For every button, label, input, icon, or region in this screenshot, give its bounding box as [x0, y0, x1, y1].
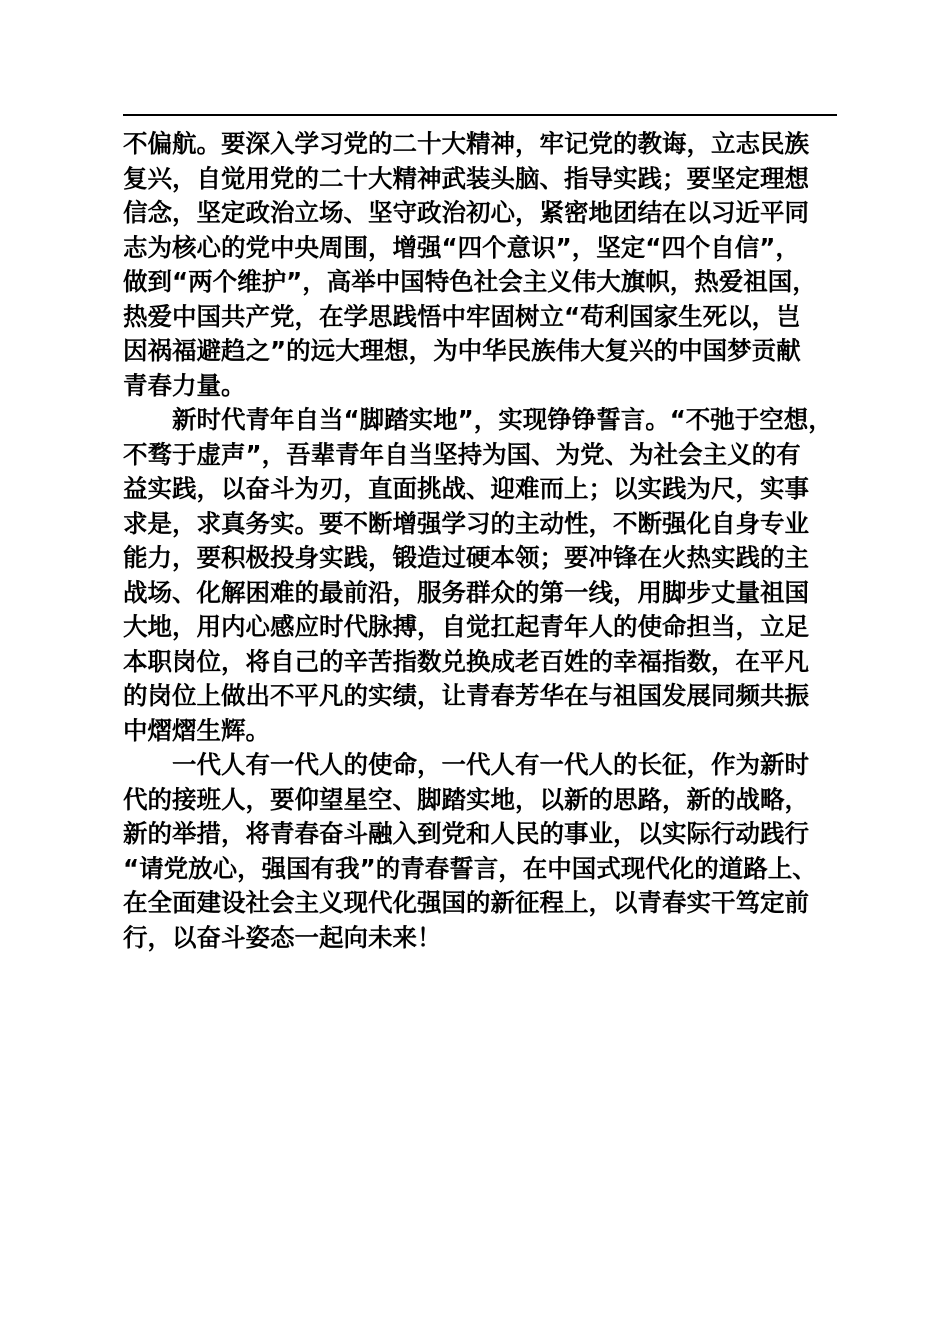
- paragraph-3: [123, 748, 873, 955]
- text-line: 能力，要积极投身实践，锻造过硬本领；要冲锋在火热实践的主: [123, 543, 809, 572]
- text-line: 本职岗位，将自己的辛苦指数兑换成老百姓的幸福指数，在平凡: [123, 646, 809, 676]
- text-line: 的岗位上做出不平凡的实绩，让青春芳华在与祖国发展同频共振: [123, 681, 809, 710]
- text-line: 益实践，以奋斗为刃，直面挑战、迎难而上；以实践为尺，实事: [123, 474, 809, 503]
- text-line: 一代人有一代人的使命，一代人有一代人的长征，作为新时: [172, 750, 809, 779]
- text-line: 在全面建设社会主义现代化强国的新征程上，以青春实干笃定前: [123, 888, 809, 917]
- document-body: [123, 127, 873, 955]
- text-line: 热爱中国共产党，在学思践悟中牢固树立“苟利国家生死以，岂: [123, 301, 801, 331]
- paragraph-1: [123, 127, 873, 403]
- text-line: 志为核心的党中央周围，增强“四个意识”，坚定“四个自信”，: [123, 232, 800, 262]
- text-line: 新时代青年自当“脚踏实地”，实现铮铮誓言。“不弛于空想，: [172, 405, 833, 434]
- text-line: 大地，用内心感应时代脉搏，自觉扛起青年人的使命担当，立足: [123, 612, 809, 641]
- text-line: 因祸福避趋之”的远大理想，为中华民族伟大复兴的中国梦贡献: [123, 336, 801, 365]
- text-line: 做到“两个维护”，高举中国特色社会主义伟大旗帜，热爱祖国，: [123, 267, 817, 296]
- paragraph-2: [123, 403, 873, 748]
- text-line: 战场、化解困难的最前沿，服务群众的第一线，用脚步丈量祖国: [123, 577, 809, 607]
- text-line: 新的举措，将青春奋斗融入到党和人民的事业，以实际行动践行: [123, 819, 809, 848]
- text-line: 行，以奋斗姿态一起向未来！: [123, 922, 442, 952]
- text-line: “请党放心，强国有我”的青春誓言，在中国式现代化的道路上、: [123, 853, 817, 883]
- text-line: 不骛于虚声”，吾辈青年自当坚持为国、为党、为社会主义的有: [123, 439, 801, 469]
- text-line: 青春力量。: [123, 370, 246, 400]
- text-line: 信念，坚定政治立场、坚守政治初心，紧密地团结在以习近平同: [123, 198, 809, 227]
- text-line: 不偏航。要深入学习党的二十大精神，牢记党的教诲，立志民族: [123, 129, 809, 158]
- header-rule: [123, 114, 837, 116]
- text-line: 中熠熠生辉。: [123, 715, 270, 745]
- text-line: 求是，求真务实。要不断增强学习的主动性，不断强化自身专业: [123, 508, 809, 538]
- text-line: 代的接班人，要仰望星空、脚踏实地，以新的思路，新的战略，: [123, 784, 809, 814]
- text-line: 复兴，自觉用党的二十大精神武装头脑、指导实践；要坚定理想: [123, 163, 809, 193]
